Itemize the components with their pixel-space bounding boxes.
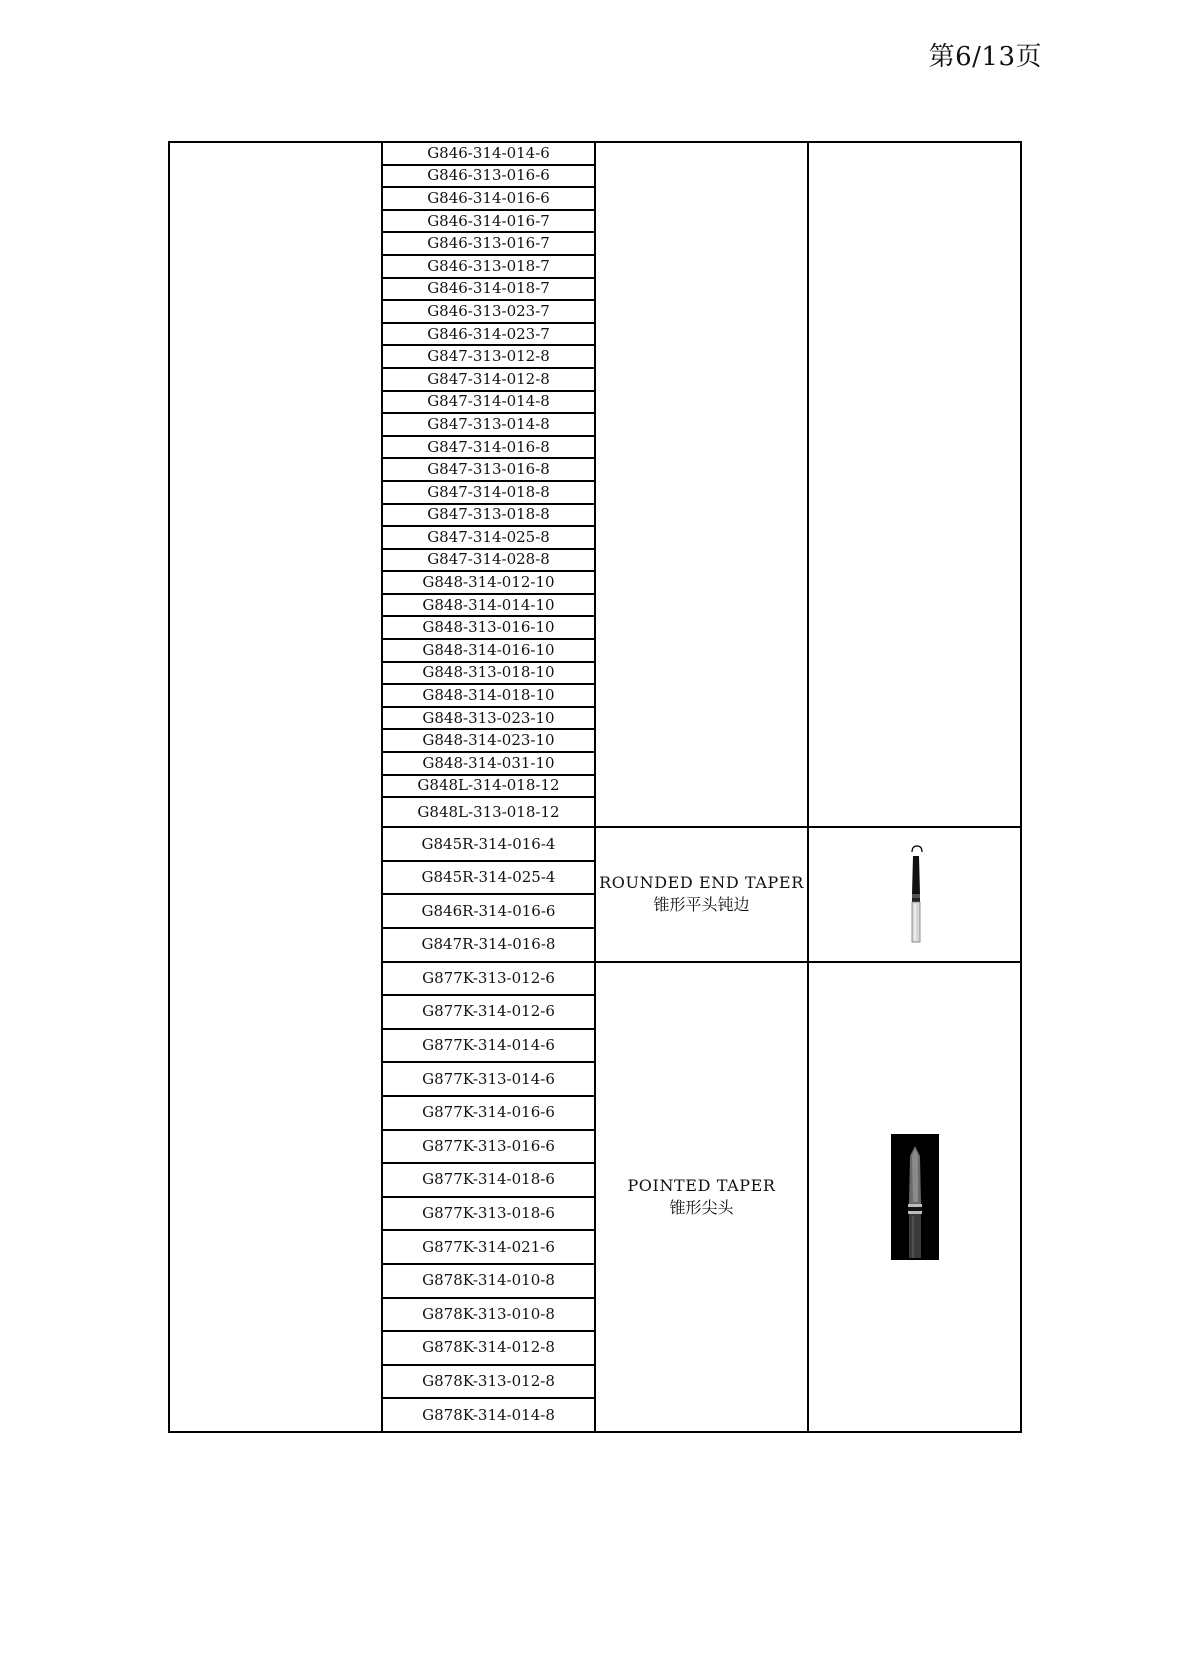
product-code-cell: G878K-314-012-8 [382,1331,595,1365]
product-code-cell: G847-313-016-8 [382,458,595,481]
product-code-cell: G847-314-012-8 [382,368,595,391]
product-code-cell: G878K-314-010-8 [382,1264,595,1298]
product-code-cell: G846-314-018-7 [382,278,595,301]
shape-image-cell [808,962,1021,1432]
product-code-cell: G846-314-023-7 [382,323,595,346]
product-code-cell: G877K-314-016-6 [382,1096,595,1130]
product-code-cell: G846-313-023-7 [382,300,595,323]
product-code-cell: G877K-313-018-6 [382,1197,595,1231]
shape-name-en: ROUNDED END TAPER [599,873,804,893]
shape-name-en: POINTED TAPER [627,1175,776,1195]
product-code-cell: G848L-313-018-12 [382,797,595,827]
product-code-cell: G877K-314-021-6 [382,1230,595,1264]
product-code-cell: G878K-313-012-8 [382,1365,595,1399]
shape-image-cell [808,142,1021,827]
product-code-cell: G845R-314-025-4 [382,861,595,895]
product-code-cell: G847-313-014-8 [382,413,595,436]
product-table [168,141,1022,1433]
product-code-cell: G848-314-023-10 [382,729,595,752]
product-code-cell: G877K-314-014-6 [382,1029,595,1063]
product-code-cell: G845R-314-016-4 [382,827,595,861]
product-code-cell: G848-313-023-10 [382,707,595,730]
product-code-cell: G877K-313-012-6 [382,962,595,996]
product-code-cell: G847-314-028-8 [382,549,595,572]
product-code-cell: G846R-314-016-6 [382,894,595,928]
product-code-cell: G847-314-016-8 [382,436,595,459]
product-code-cell: G846-313-016-7 [382,232,595,255]
shape-image-cell [808,827,1021,961]
rounded-end-taper-bur-icon [903,884,927,902]
product-code-cell: G847R-314-016-8 [382,928,595,962]
product-code-cell: G846-314-016-6 [382,187,595,210]
product-code-cell: G877K-313-016-6 [382,1130,595,1164]
product-code-cell: G848L-314-018-12 [382,775,595,798]
product-code-cell: G846-314-016-7 [382,210,595,233]
product-code-cell: G877K-314-018-6 [382,1163,595,1197]
product-code-cell: G847-314-018-8 [382,481,595,504]
product-code-cell: G846-314-014-6 [382,142,595,165]
product-code-cell: G877K-313-014-6 [382,1062,595,1096]
product-code-cell: G878K-314-014-8 [382,1398,595,1432]
page-number: 第6/13页 [928,42,1042,72]
pointed-taper-bur-icon [891,1187,939,1205]
product-code-cell: G848-314-012-10 [382,571,595,594]
product-code-cell: G847-313-012-8 [382,345,595,368]
shape-name-cn: 锥形平头钝边 [653,895,750,915]
category-cell [169,142,382,1432]
product-code-cell: G848-313-016-10 [382,616,595,639]
product-code-cell: G878K-313-010-8 [382,1298,595,1332]
product-code-cell: G847-314-014-8 [382,391,595,414]
shape-description-cell [595,827,808,961]
product-code-cell: G846-313-016-6 [382,165,595,188]
product-code-cell: G847-313-018-8 [382,504,595,527]
product-code-cell: G848-313-018-10 [382,662,595,685]
table-row [169,142,1021,165]
product-code-cell: G846-313-018-7 [382,255,595,278]
product-code-cell: G847-314-025-8 [382,526,595,549]
product-code-cell: G848-314-014-10 [382,594,595,617]
product-code-cell: G848-314-016-10 [382,639,595,662]
product-code-cell: G877K-314-012-6 [382,995,595,1029]
product-code-cell: G848-314-031-10 [382,752,595,775]
shape-name-cn: 锥形尖头 [669,1197,734,1217]
shape-description-cell [595,142,808,827]
product-code-cell: G848-314-018-10 [382,684,595,707]
shape-description-cell [595,962,808,1432]
